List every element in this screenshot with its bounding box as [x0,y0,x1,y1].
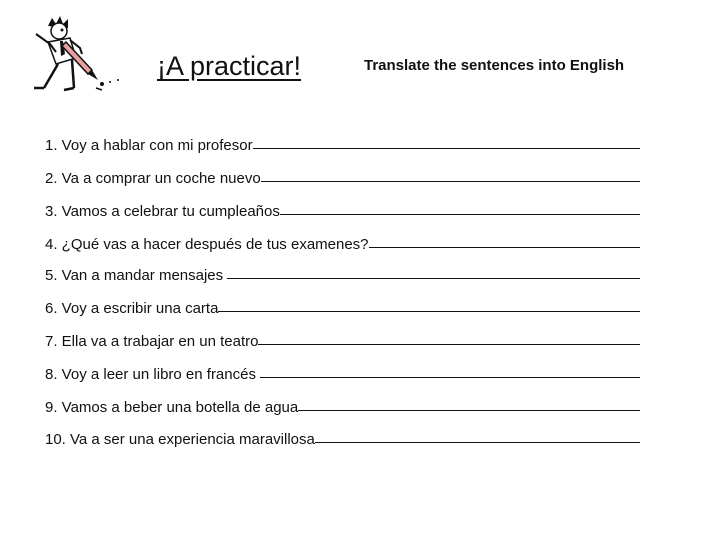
answer-blank[interactable] [218,310,640,312]
list-item [45,136,640,156]
sentence-text: 9. Vamos a beber una botella de agua [45,399,299,416]
writing-man-with-pen-icon [26,14,126,94]
list-item [45,202,640,222]
answer-blank[interactable] [280,213,640,215]
sentence-text: 6. Voy a escribir una carta [45,300,219,317]
instructions-text: Translate the sentences into English [364,57,625,74]
sentence-text: 8. Voy a leer un libro en francés [45,366,261,383]
page-title: ¡A practicar! [157,51,302,81]
answer-blank[interactable] [227,277,640,279]
sentence-text: 4. ¿Qué vas a hacer después de tus examenes? [45,236,369,253]
list-item [45,235,640,255]
answer-blank[interactable] [298,409,640,411]
answer-blank[interactable] [258,343,640,345]
sentence-text: 1. Voy a hablar con mi profesor [45,137,253,154]
list-item [45,332,640,352]
sentence-text: 7. Ella va a trabajar en un teatro [45,333,259,350]
answer-blank[interactable] [253,147,640,149]
list-item [45,169,640,189]
answer-blank[interactable] [315,441,640,443]
list-item [45,266,640,286]
sentence-text: 10. Va a ser una experiencia maravillosa [45,431,315,448]
sentence-text: 5. Van a mandar mensajes [45,267,228,284]
list-item [45,430,640,450]
list-item [45,398,640,418]
answer-blank[interactable] [261,180,640,182]
sentence-text: 2. Va a comprar un coche nuevo [45,170,261,187]
list-item [45,299,640,319]
answer-blank[interactable] [260,376,640,378]
list-item [45,365,640,385]
answer-blank[interactable] [369,246,640,248]
sentence-text: 3. Vamos a celebrar tu cumpleaños [45,203,280,220]
